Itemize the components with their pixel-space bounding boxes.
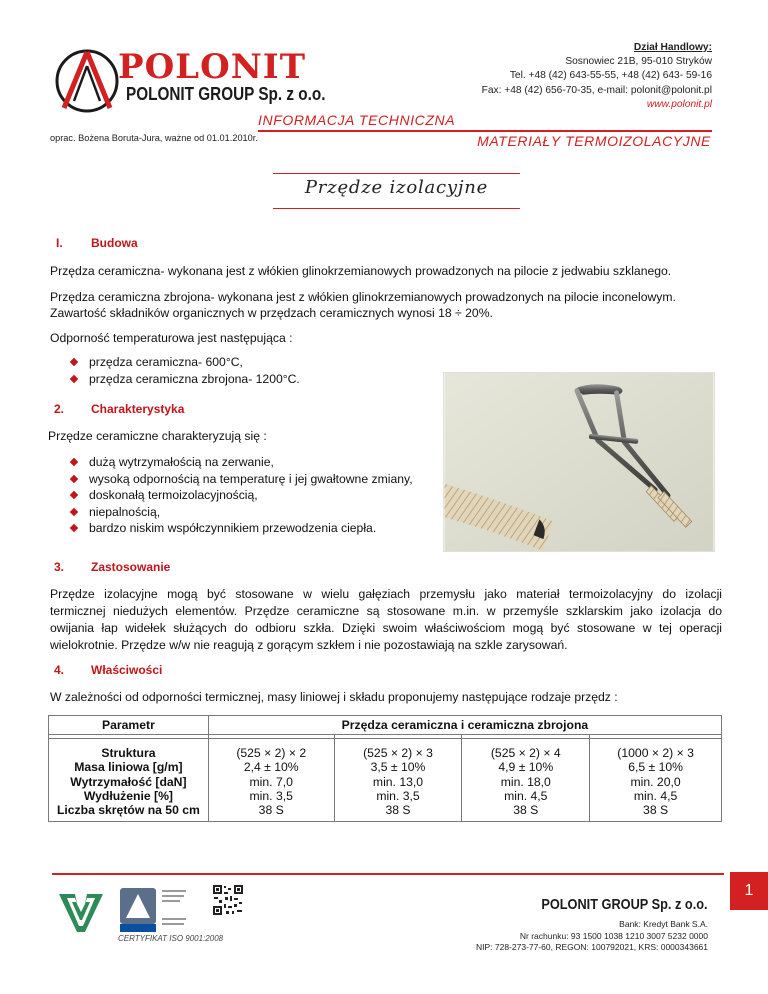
cell-value: 2,4 ± 10% [243,760,299,775]
bank-name: Bank: Kredyt Bank S.A. [619,919,708,929]
title-rule-bottom [273,208,520,209]
cell-value: min. 4,5 [633,788,678,803]
header-divider [258,130,712,132]
cell-value: 3,5 ± 10% [370,760,426,775]
section-2-title: Charakterystyka [91,402,185,416]
cell-value: 38 S [513,803,539,818]
qr-code [212,884,244,916]
cell-value: min. 13,0 [372,774,424,789]
brand-name: POLONIT [118,47,306,87]
cell-value: (525 × 2) × 4 [490,746,561,760]
prepared-by: oprac. Bożena Boruta-Jura, ważne od 01.01.2010r. [50,133,258,143]
yarn-column-3 [462,739,590,822]
partner-logo [55,886,107,936]
paragraph-reinforced-yarn: Przędza ceramiczna zbrojona- wykonana jest z włókien glinokrzemianowych prowadzonych na pilocie inconelowym. [50,290,676,304]
yarn-column-2 [334,739,462,822]
registry-numbers: NIP: 728-273-77-60, REGON: 100792021, KRS: 0000343661 [475,942,708,953]
parameter-names-cell [49,739,209,822]
tuv-certificate-badge [118,884,210,936]
cell-value: min. 7,0 [249,774,293,789]
contact-phone: Tel. +48 (42) 643-55-55, +48 (42) 643- 59-16 [509,70,712,82]
materials-heading: MATERIAŁY TERMOIZOLACYJNE [477,133,711,149]
paragraph-table-intro: W zależności od odporności termicznej, masy liniowej i składu proponujemy następujące rodzaje przędz : [50,690,618,704]
cell-value: min. 18,0 [500,774,551,789]
cell-value: min. 20,0 [630,774,681,789]
product-photo [443,372,715,552]
temperature-list [70,354,300,387]
page-number: 1 [730,872,768,910]
usage-line: wielokrotnie. Przędze w/w nie reagują z gorącym szkłem i nie pozostawiają na szkle zarysowań. [50,638,568,652]
cell-value: min. 3,5 [376,788,420,803]
specification-table [48,715,722,822]
param-name: Struktura [101,746,156,760]
paragraph-characteristics-intro: Przędze ceramiczne charakteryzują się : [48,429,267,443]
param-name: Masa liniowa [g/m] [74,760,183,775]
param-name: Liczba skrętów na 50 cm [56,803,200,818]
yarn-column-4 [590,739,722,822]
cell-value: min. 4,5 [504,788,548,803]
param-name: Wytrzymałość [daN] [70,774,187,789]
section-2-number: 2. [54,402,65,416]
list-item: bardzo niskim współczynnikiem przewodzenia ciepła. [70,520,413,537]
cell-value: 6,5 ± 10% [628,760,683,775]
usage-line: termicznej niedużych elementów. Przędze ceramiczne są stosowane m.in. w przemyśle szklarskim jako izolacja do [50,604,722,618]
table-header-row [49,716,722,735]
header-parameter: Parametr [49,716,209,735]
paragraph-temperature-intro: Odporność temperaturowa jest następująca : [50,331,293,345]
section-3-title: Zastosowanie [91,560,171,574]
title-rule-top [273,173,520,174]
brand-subtitle: POLONIT GROUP Sp. z o.o. [126,84,326,104]
header-yarn-group: Przędza ceramiczna i ceramiczna zbrojona [208,716,721,735]
contact-fax-email: Fax: +48 (42) 656-70-35, e-mail: polonit@polonit.pl [481,84,712,96]
footer-bank-details [476,919,708,954]
usage-line: Przędze izolacyjne mogą być stosowane w wielu gałęziach przemysłu jako materiał termoizolacyjny do izolacji [50,587,722,601]
cell-value: (525 × 2) × 3 [363,746,433,760]
paragraph-organic-content: Zawartość składników organicznych w przędzach ceramicznych wynosi 18 ÷ 20%. [50,306,493,320]
section-3-number: 3. [54,560,65,574]
list-item: dużą wytrzymałością na zerwanie, [70,454,413,471]
section-4-number: 4. [54,663,65,677]
bank-account: Nr rachunku: 93 1500 1038 1210 3007 5232 0000 [519,930,708,941]
iso-certificate-label: CERTYFIKAT ISO 9001:2008 [118,934,224,943]
cell-value: (525 × 2) × 2 [236,746,307,760]
cell-value: min. 3,5 [249,788,293,803]
contact-heading: Dział Handlowy: [633,42,712,53]
table-row [49,739,722,822]
website-link[interactable]: www.polonit.pl [646,98,712,110]
section-1-number: I. [56,236,63,250]
section-4-title: Właściwości [91,663,163,677]
list-item: przędza ceramiczna zbrojona- 1200°C. [70,371,300,388]
document-title: Przędze izolacyjne [304,177,489,198]
cell-value: 38 S [385,803,411,818]
info-tech-heading: INFORMACJA TECHNICZNA [258,112,456,128]
footer-company-name: POLONIT GROUP Sp. z o.o. [541,896,708,913]
list-item: przędza ceramiczna- 600°C, [70,354,300,371]
contact-block [482,41,712,112]
characteristics-list [70,454,413,537]
contact-address: Sosnowiec 21B, 95-010 Stryków [565,56,712,68]
footer-divider [52,873,724,875]
list-item: wysoką odpornością na temperaturę i jej gwałtowne zmiany, [70,471,413,488]
cell-value: (1000 × 2) × 3 [617,746,694,760]
paragraph-ceramic-yarn: Przędza ceramiczna- wykonana jest z włókien glinokrzemianowych prowadzonych na pilocie z jedwabiu szklanego. [50,264,672,278]
cell-value: 38 S [258,803,284,818]
cell-value: 38 S [643,803,669,818]
yarn-column-1 [208,739,334,822]
cell-value: 4,9 ± 10% [498,760,554,775]
param-name: Wydłużenie [%] [83,788,173,803]
usage-line: owijania łap widełek służących do odbioru szkła. Dzięki swoim właściwościom mogą być stosowane w tej operacji [50,621,722,635]
list-item: doskonałą termoizolacyjnością, [70,487,413,504]
polonit-logo-mark [52,46,122,116]
section-1-title: Budowa [91,236,138,250]
list-item: niepalnością, [70,504,413,521]
